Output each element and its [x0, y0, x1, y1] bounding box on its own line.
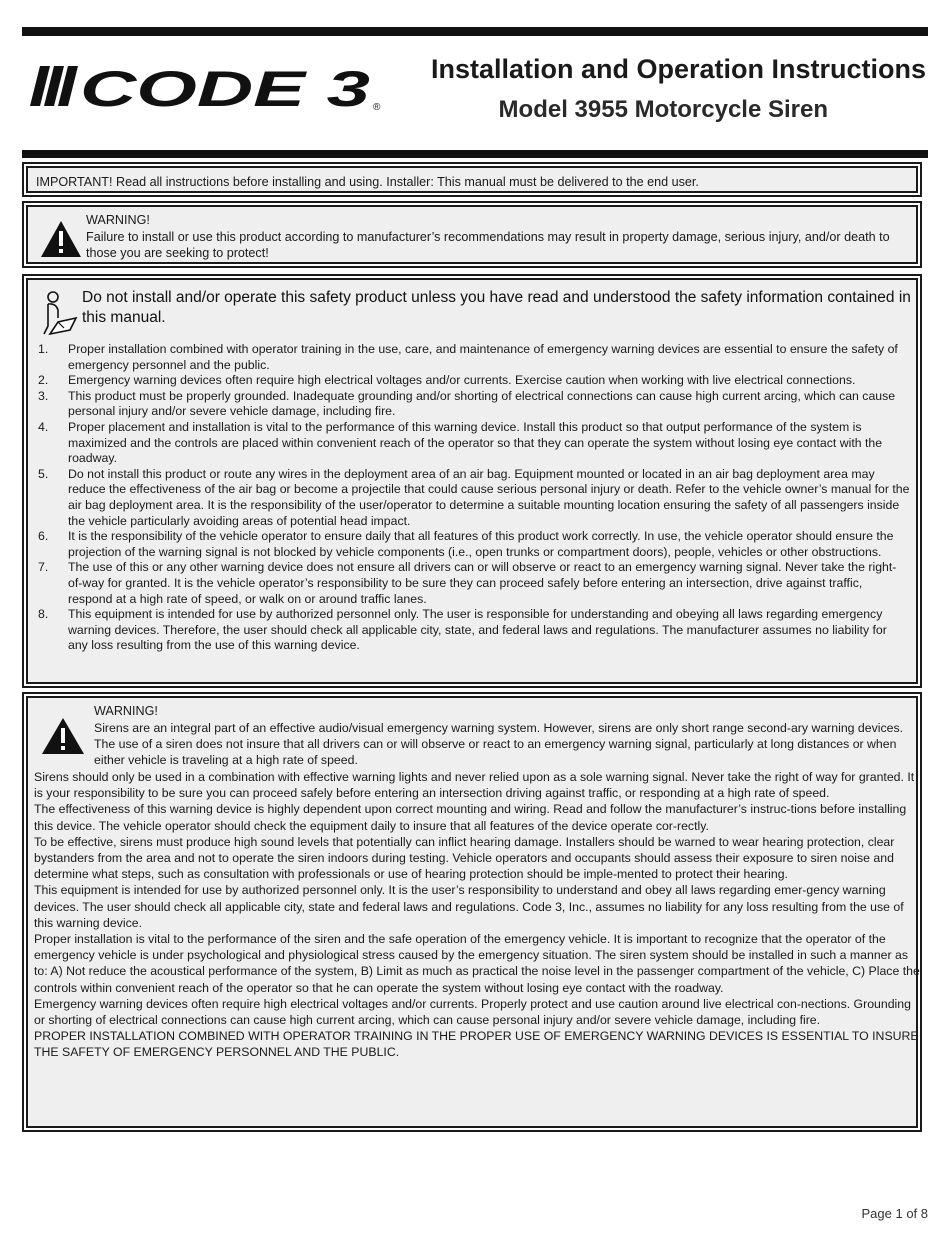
- logo-text: CODE 3: [80, 66, 371, 116]
- list-item-number: 5.: [38, 466, 49, 481]
- header-rule: [22, 150, 928, 158]
- safety-lead-text: Do not install and/or operate this safety product unless you have read and understood the safety information contained in this manual.: [82, 289, 911, 326]
- list-item-text: The use of this or any other warning device does not ensure all drivers can or will observe or react to an emergency warning signal. Never take the right-of-way for granted. It is the vehicle operator’s responsibility to be sure they can proceed safely before entering an intersection, drive against traffic, respond at a high rate of speed, or walk on or around traffic lanes.: [68, 560, 897, 606]
- warning-2-body: [34, 769, 920, 1061]
- safety-list: [38, 342, 910, 654]
- code3-logo: [30, 66, 385, 116]
- warning-2-paragraph-3: To be effective, sirens must produce high sound levels that potentially can inflict hearing damage. Installers should be warned to wear hearing protection, clear bystanders from the area and not to operate the siren indoors during testing. Vehicle operators and occupants should assess their exposure to siren noise and determine what steps, such as consultation with professionals or use of hearing protection should be imple-mented to protect their hearing.: [34, 834, 895, 882]
- list-item-text: Do not install this product or route any wires in the deployment area of an air bag. Equipment mounted or located in an air bag deployment area may reduce the effectiveness of the air bag or become a projectile that could cause serious personal injury or death. Refer to the vehicle owner’s manual for the air bag deployment area. It is the responsibility of the user/operator to determine a suitable mounting location ensuring the safety of all passengers inside the vehicle particularly avoiding areas of potential head impact.: [68, 466, 910, 528]
- list-item: [38, 560, 910, 607]
- page-subtitle: Model 3955 Motorcycle Siren: [498, 96, 828, 123]
- warning-box-1: [22, 201, 922, 268]
- list-item-text: Proper placement and installation is vital to the performance of this warning device. Install this product so that output performance of the system is maximized and the controls are placed within convenient reach of the operator so that they can operate the system without losing eye contact with the roadway.: [68, 419, 883, 466]
- warning-1-heading: WARNING!: [86, 213, 150, 227]
- list-item-number: 2.: [38, 373, 49, 388]
- page-title: Installation and Operation Instructions: [430, 54, 926, 84]
- warning-box-2: [22, 692, 922, 1132]
- list-item-number: 4.: [38, 419, 49, 434]
- list-item-text: Emergency warning devices often require high electrical voltages and/or currents. Exercise caution when working with live electrical connections.: [68, 373, 856, 388]
- list-item: [38, 467, 910, 529]
- warning-2-paragraph-7: PROPER INSTALLATION COMBINED WITH OPERATOR TRAINING IN THE PROPER USE OF EMERGENCY WARNING DEVICES IS ESSENTIAL TO INSURE THE SAFETY OF EMERGENCY PERSONNEL AND THE PUBLIC.: [34, 1029, 919, 1060]
- important-notice-text: IMPORTANT! Read all instructions before installing and using. Installer: This manual must be delivered to the end user.: [36, 175, 699, 189]
- list-item: [38, 529, 910, 560]
- warning-triangle-icon: [39, 219, 83, 259]
- read-manual-icon: [40, 290, 80, 336]
- list-item-text: This equipment is intended for use by authorized personnel only. The user is responsible for understanding and obeying all laws regarding emergency warning devices. Therefore, the user should check all applicable city, state, and federal laws and regulations. The manufacturer assumes no liability for any loss resulting from the use of this warning device.: [68, 607, 887, 653]
- top-rule: [22, 27, 928, 36]
- warning-1-text: Failure to install or use this product according to manufacturer’s recommendations may result in property damage, serious injury, and/or death to those you are seeking to protect!: [86, 230, 890, 260]
- list-item: [38, 373, 910, 389]
- list-item-number: 6.: [38, 529, 49, 544]
- warning-triangle-icon: [40, 716, 86, 756]
- warning-2-heading: WARNING!: [94, 704, 158, 718]
- list-item: [38, 420, 910, 467]
- list-item: [38, 607, 910, 654]
- list-item-text: Proper installation combined with operator training in the use, care, and maintenance of emergency warning devices are essential to ensure the safety of emergency personnel and the public.: [68, 342, 898, 372]
- warning-2-paragraph-1-tail: Sirens should only be used in a combination with effective warning lights and never relied upon as a sole warning signal. Never take the right of way for granted. It is your responsibility to be sure you can proceed safely before entering an intersection driving against traffic, or responding at a high rate of speed.: [34, 770, 915, 801]
- warning-2-paragraph-4: This equipment is intended for use by authorized personnel only. It is the user’s responsibility to understand and obey all laws regarding emer-gency warning devices. The user should check all applicable city, state and federal laws and regulations. Code 3, Inc., assumes no liability for any loss resulting from the use of this warning device.: [34, 883, 904, 930]
- list-item-number: 8.: [38, 607, 49, 622]
- warning-2-paragraph-6: Emergency warning devices often require high electrical voltages and/or currents. Properly protect and use caution around live electrical con-nections. Grounding or shorting of electrical connections can cause high current arcing, which can cause personal injury and/or severe vehicle damage, including fire.: [34, 996, 911, 1028]
- safety-info-box: [22, 274, 922, 688]
- list-item: [38, 342, 910, 373]
- list-item-number: 3.: [38, 388, 49, 403]
- page-number: Page 1 of 8: [861, 1206, 928, 1221]
- list-item-number: 1.: [38, 342, 49, 356]
- warning-2-paragraph-2: The effectiveness of this warning device is highly dependent upon correct mounting and wiring. Read and follow the manufacturer’s instruc-tions before installing this device. The vehicle operator should check the equipment daily to insure that all features of the device operate cor-rectly.: [34, 802, 907, 833]
- warning-2-paragraph-5: Proper installation is vital to the performance of the siren and the safe operation of the emergency vehicle. It is important to recognize that the operator of the emergency vehicle is under psychological and physiological stress caused by the emergency situation. The siren system should be installed in such a manner as to: A) Not reduce the acoustical performance of the system, B) Limit as much as practical the noise level in the passenger compartment of the vehicle, C) Place the controls within convenient reach of the operator so that he can operate the system without losing eye contact with the roadway.: [34, 932, 920, 995]
- warning-2-paragraph-1: Sirens are an integral part of an effective audio/visual emergency warning system. However, sirens are only short range second-ary warning devices. The use of a siren does not insure that all drivers can or will observe or react to an emergency warning signal, particularly at long distances or when either vehicle is traveling at a high rate of speed.: [94, 721, 904, 768]
- list-item-text: This product must be properly grounded. Inadequate grounding and/or shorting of electrical connections can cause high current arcing, which can cause personal injury and/or severe vehicle damage, including fire.: [68, 388, 896, 419]
- registered-mark: ®: [373, 102, 381, 113]
- list-item-text: It is the responsibility of the vehicle operator to ensure daily that all features of this product work correctly. In use, the vehicle operator should ensure the projection of the warning signal is not blocked by vehicle components (i.e., open trunks or compartment doors), people, vehicles or other obstructions.: [68, 529, 894, 559]
- list-item: [38, 389, 910, 420]
- important-notice-box: [22, 162, 922, 197]
- list-item-number: 7.: [38, 560, 49, 575]
